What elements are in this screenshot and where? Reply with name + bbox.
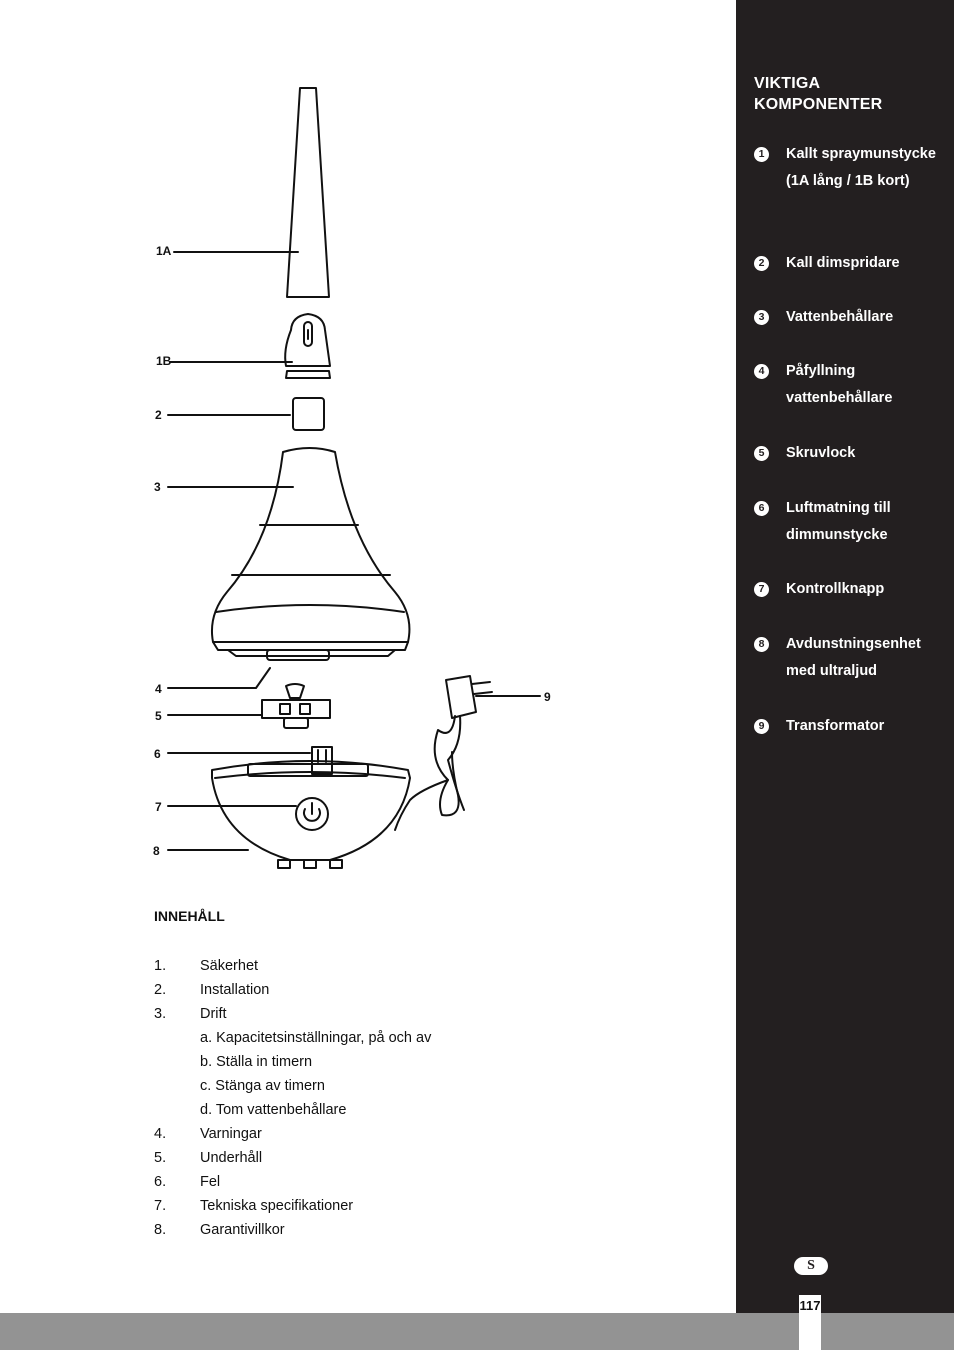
transformer <box>446 676 476 718</box>
component-label: Luftmatning till dimmunstycke <box>786 500 891 543</box>
callout-3: 3 <box>154 480 161 494</box>
component-number: 3 <box>754 310 769 325</box>
toc-item-number: 5. <box>154 1150 167 1166</box>
toc-subitem: d. Tom vattenbehållare <box>200 1102 347 1118</box>
toc-item-text: Installation <box>200 982 270 998</box>
component-label: Vattenbehållare <box>786 309 894 325</box>
toc-item-number: 6. <box>154 1174 167 1190</box>
component-number: 1 <box>754 147 769 162</box>
toc-subitem: c. Stänga av timern <box>200 1078 325 1094</box>
page-number: 117 <box>799 1295 821 1350</box>
component-label: Påfyllning vattenbehållare <box>786 363 893 406</box>
component-label: Kontrollknapp <box>786 581 885 597</box>
component-number: 9 <box>754 719 769 734</box>
callout-5: 5 <box>155 709 162 723</box>
toc-item-number: 3. <box>154 1006 167 1022</box>
component-number: 8 <box>754 637 769 652</box>
toc-item-text: Säkerhet <box>200 958 259 974</box>
toc-subitem: b. Ställa in timern <box>200 1054 313 1070</box>
toc-item-text: Varningar <box>200 1126 262 1142</box>
toc-item-number: 2. <box>154 982 167 998</box>
language-badge: S <box>794 1257 828 1275</box>
component-number: 4 <box>754 364 769 379</box>
mist-diffuser <box>293 398 324 430</box>
component-number: 7 <box>754 582 769 597</box>
component-number: 5 <box>754 446 769 461</box>
contents-title: INNEHÅLL <box>154 908 225 924</box>
toc-item-text: Underhåll <box>200 1150 263 1166</box>
component-number: 6 <box>754 501 769 516</box>
screw-cap <box>262 700 330 718</box>
toc-item-number: 1. <box>154 958 167 974</box>
callout-1b: 1B <box>156 354 172 368</box>
toc-item-text: Tekniska specifikationer <box>200 1198 354 1214</box>
component-number: 2 <box>754 256 769 271</box>
toc-item-text: Fel <box>200 1174 221 1190</box>
sidebar-title: VIKTIGA KOMPONENTER <box>754 75 883 113</box>
components-sidebar <box>736 0 954 1313</box>
toc-item-number: 8. <box>154 1222 167 1238</box>
callout-1a: 1A <box>156 244 172 258</box>
callout-4: 4 <box>155 682 162 696</box>
toc-subitem: a. Kapacitetsinställningar, på och av <box>200 1030 432 1046</box>
callout-6: 6 <box>154 747 161 761</box>
callout-8: 8 <box>153 844 160 858</box>
water-tank <box>212 448 409 642</box>
callout-2: 2 <box>155 408 162 422</box>
component-label: Kallt spraymunstycke (1A lång / 1B kort) <box>786 146 936 189</box>
component-label: Kall dimspridare <box>786 255 900 271</box>
callout-7: 7 <box>155 800 162 814</box>
callout-9: 9 <box>544 690 551 704</box>
component-label: Skruvlock <box>786 445 856 461</box>
long-spray-nozzle <box>287 88 329 297</box>
component-label: Transformator <box>786 718 885 734</box>
toc-item-text: Garantivillkor <box>200 1222 285 1238</box>
toc-item-text: Drift <box>200 1006 227 1022</box>
toc-item-number: 7. <box>154 1198 167 1214</box>
component-label: Avdunstningsenhet med ultraljud <box>786 636 921 679</box>
toc-item-number: 4. <box>154 1126 167 1142</box>
